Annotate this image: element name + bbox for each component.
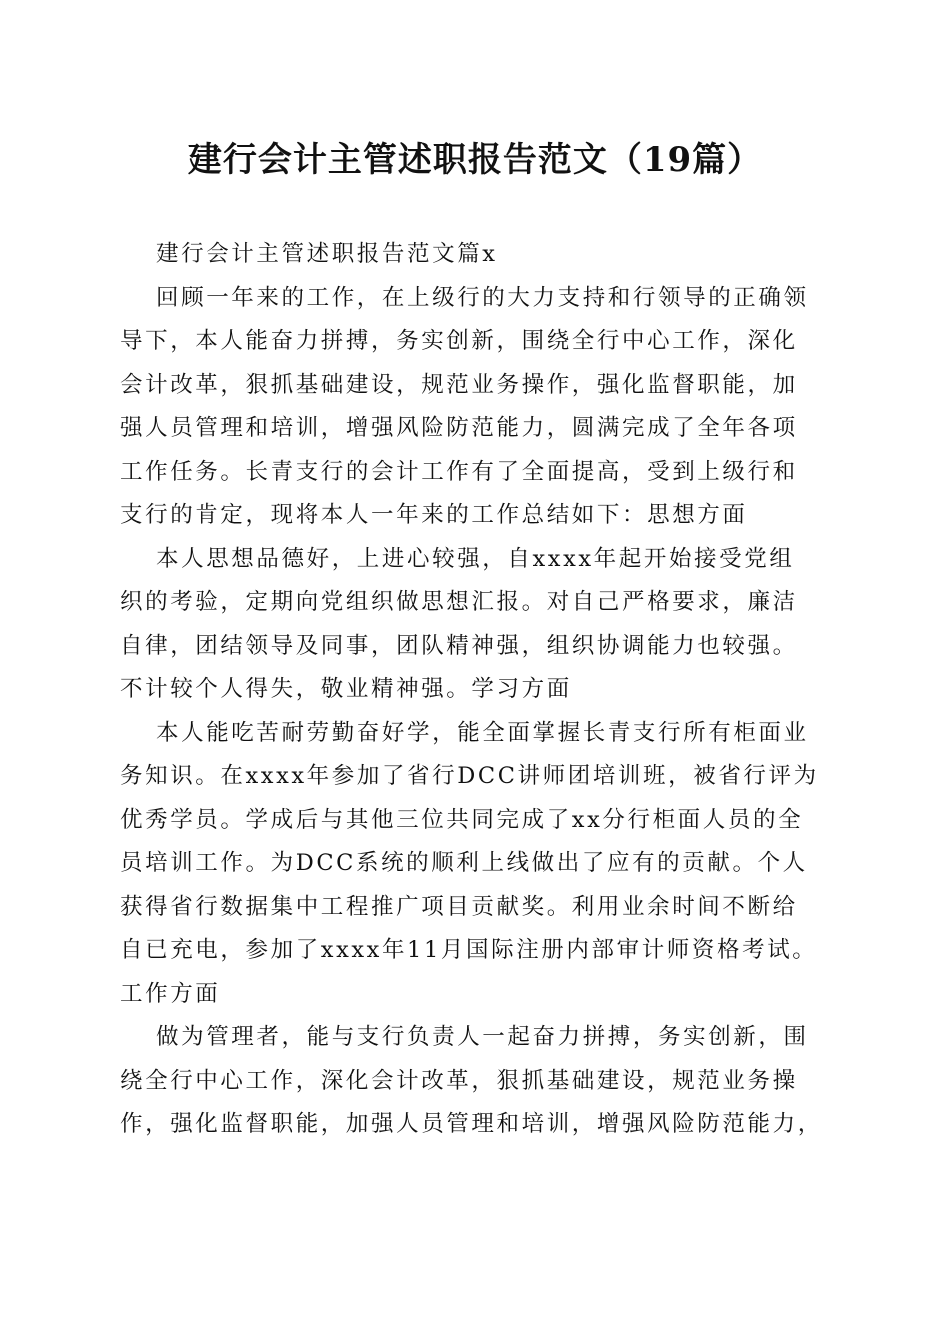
paragraph-line: 获得省行数据集中工程推广项目贡献奖。利用业余时间不断给 — [120, 893, 798, 920]
paragraph-line: 工作方面 — [120, 980, 221, 1007]
paragraph-line: 工作任务。长青支行的会计工作有了全面提高，受到上级行和 — [120, 458, 798, 485]
paragraph-line: 导下，本人能奋力拼搏，务实创新，围绕全行中心工作，深化 — [120, 328, 798, 354]
paragraph-line: 本人能吃苦耐劳勤奋好学，能全面掌握长青支行所有柜面业 — [156, 719, 809, 746]
paragraph-line: 会计改革，狠抓基础建设，规范业务操作，强化监督职能，加 — [120, 371, 798, 398]
paragraph-line: 自已充电，参加了xxxx年11月国际注册内部审计师资格考试。 — [120, 937, 818, 963]
paragraph-line: 不计较个人得失，敬业精神强。学习方面 — [120, 676, 572, 702]
paragraph-line: 做为管理者，能与支行负责人一起奋力拼搏，务实创新，围 — [156, 1024, 809, 1050]
paragraph-line: 支行的肯定，现将本人一年来的工作总结如下：思想方面 — [120, 502, 748, 528]
paragraph-line: 强人员管理和培训，增强风险防范能力，圆满完成了全年各项 — [120, 415, 798, 441]
paragraph-line: 绕全行中心工作，深化会计改革，狠抓基础建设，规范业务操 — [120, 1067, 798, 1094]
paragraph-line: 自律，团结领导及同事，团队精神强，组织协调能力也较强。 — [120, 632, 798, 659]
section-heading: 建行会计主管述职报告范文篇x — [156, 241, 498, 267]
paragraph-line: 织的考验，定期向党组织做思想汇报。对自己严格要求，廉洁 — [120, 589, 798, 615]
paragraph-line: 回顾一年来的工作，在上级行的大力支持和行领导的正确领 — [156, 284, 809, 311]
paragraph-line: 本人思想品德好，上进心较强，自xxxx年起开始接受党组 — [156, 545, 795, 572]
paragraph-line: 作，强化监督职能，加强人员管理和培训，增强风险防范能力， — [120, 1111, 823, 1137]
document-title: 建行会计主管述职报告范文（19篇） — [187, 140, 763, 180]
document-body — [120, 233, 832, 1147]
paragraph-line: 优秀学员。学成后与其他三位共同完成了xx分行柜面人员的全 — [120, 806, 804, 833]
paragraph-line: 务知识。在xxxx年参加了省行DCC讲师团培训班，被省行评为 — [120, 763, 819, 789]
paragraph-line: 员培训工作。为DCC系统的顺利上线做出了应有的贡献。个人 — [120, 850, 808, 876]
